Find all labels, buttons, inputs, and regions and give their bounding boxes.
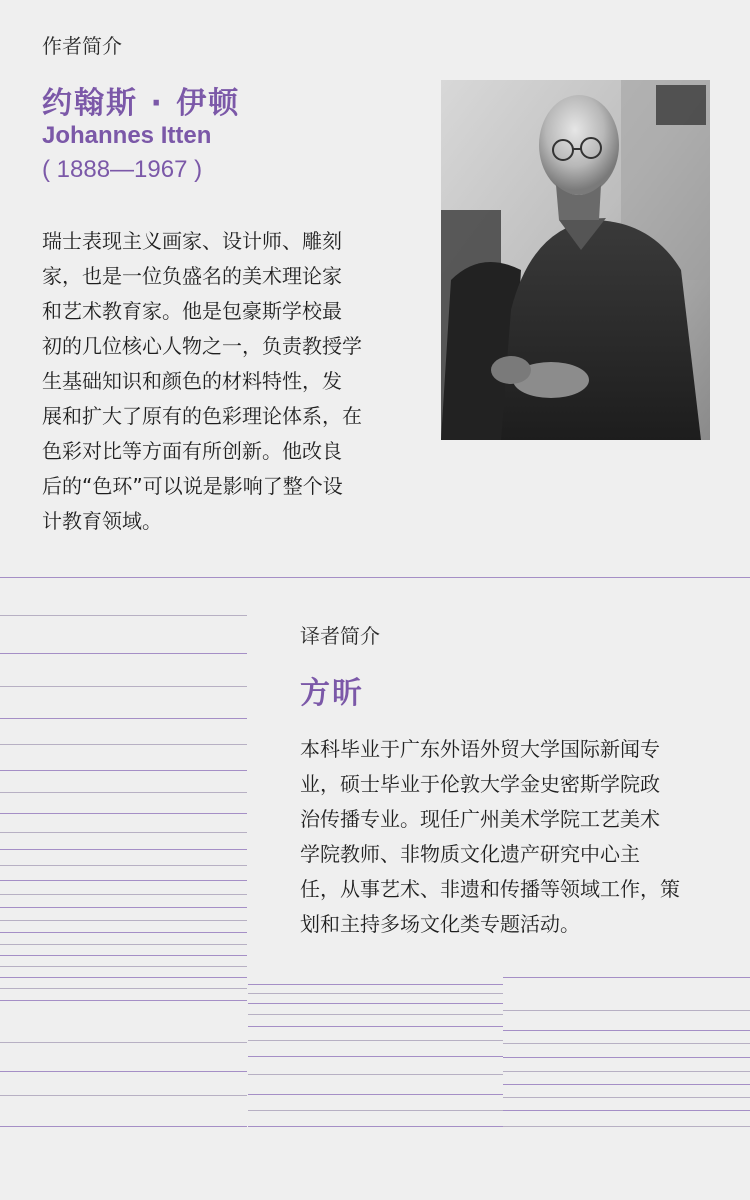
decorative-line <box>0 653 247 654</box>
translator-bio-line: 划和主持多场文化类专题活动。 <box>300 912 580 936</box>
author-bio-line: 初的几位核心人物之一，负责教授学 <box>42 334 362 358</box>
decorative-line <box>0 813 247 814</box>
decorative-line <box>503 1071 750 1072</box>
translator-bio-line: 任，从事艺术、非遗和传播等领域工作，策 <box>300 877 680 901</box>
decorative-line <box>0 849 247 850</box>
author-bio-line: 色彩对比等方面有所创新。他改良 <box>42 439 342 463</box>
decorative-line <box>0 988 247 989</box>
author-years: ( 1888—1967 ) <box>42 156 203 183</box>
portrait-photo-icon <box>441 80 710 440</box>
decorative-line <box>0 832 247 833</box>
translator-bio-line: 本科毕业于广东外语外贸大学国际新闻专 <box>300 737 660 761</box>
decorative-line <box>503 977 750 978</box>
author-name-english: Johannes Itten <box>42 122 212 149</box>
decorative-line <box>0 718 247 719</box>
decorative-line <box>248 1040 503 1041</box>
decorative-line <box>0 944 247 945</box>
decorative-line <box>0 955 247 956</box>
decorative-line <box>503 1084 750 1085</box>
decorative-line <box>248 1014 503 1015</box>
decorative-line <box>248 1026 503 1027</box>
decorative-line <box>248 1003 503 1004</box>
author-bio-line: 瑞士表现主义画家、设计师、雕刻 <box>42 229 342 253</box>
translator-bio <box>300 732 720 942</box>
decorative-line <box>248 1126 503 1127</box>
decorative-line <box>0 977 247 978</box>
decorative-line <box>0 880 247 881</box>
author-bio-line: 生基础知识和颜色的材料特性，发 <box>42 369 342 393</box>
decorative-line <box>0 932 247 933</box>
decorative-line <box>248 1094 503 1095</box>
decorative-line <box>0 1095 247 1096</box>
translator-bio-line: 学院教师、非物质文化遗产研究中心主 <box>300 842 640 866</box>
decorative-line <box>0 1126 247 1127</box>
section-divider <box>0 577 750 578</box>
decorative-line <box>0 966 247 967</box>
decorative-line <box>503 1126 750 1127</box>
decorative-line <box>0 1000 247 1001</box>
decorative-line <box>503 1030 750 1031</box>
author-section-label: 作者简介 <box>42 34 122 58</box>
decorative-line <box>0 920 247 921</box>
author-portrait-photo <box>441 80 710 440</box>
author-bio-line: 展和扩大了原有的色彩理论体系，在 <box>42 404 362 428</box>
decorative-line <box>248 984 503 985</box>
decorative-line <box>0 1071 247 1072</box>
translator-section-label: 译者简介 <box>300 624 380 648</box>
author-bio-line: 和艺术教育家。他是包豪斯学校最 <box>42 299 342 323</box>
decorative-line <box>0 744 247 745</box>
decorative-line <box>0 792 247 793</box>
decorative-line <box>0 865 247 866</box>
decorative-line <box>0 1042 247 1043</box>
author-name-chinese: 约翰斯 · 伊顿 <box>42 86 241 121</box>
decorative-line <box>503 1010 750 1011</box>
author-bio <box>42 224 402 539</box>
decorative-line <box>503 1097 750 1098</box>
decorative-line <box>0 907 247 908</box>
decorative-line <box>503 1043 750 1044</box>
author-bio-line: 计教育领域。 <box>42 509 162 533</box>
decorative-line <box>248 993 503 994</box>
decorative-line <box>503 1057 750 1058</box>
decorative-line <box>0 770 247 771</box>
author-bio-line: 家，也是一位负盛名的美术理论家 <box>42 264 342 288</box>
decorative-line <box>248 1110 503 1111</box>
translator-bio-line: 业，硕士毕业于伦敦大学金史密斯学院政 <box>300 772 660 796</box>
decorative-line <box>248 1056 503 1057</box>
translator-name-chinese: 方昕 <box>300 676 364 711</box>
decorative-line <box>248 1074 503 1075</box>
translator-bio-line: 治传播专业。现任广州美术学院工艺美术 <box>300 807 660 831</box>
decorative-line <box>0 686 247 687</box>
decorative-line <box>0 894 247 895</box>
author-bio-line: 后的“色环”可以说是影响了整个设 <box>42 474 343 498</box>
decorative-line <box>503 1110 750 1111</box>
decorative-line <box>0 615 247 616</box>
